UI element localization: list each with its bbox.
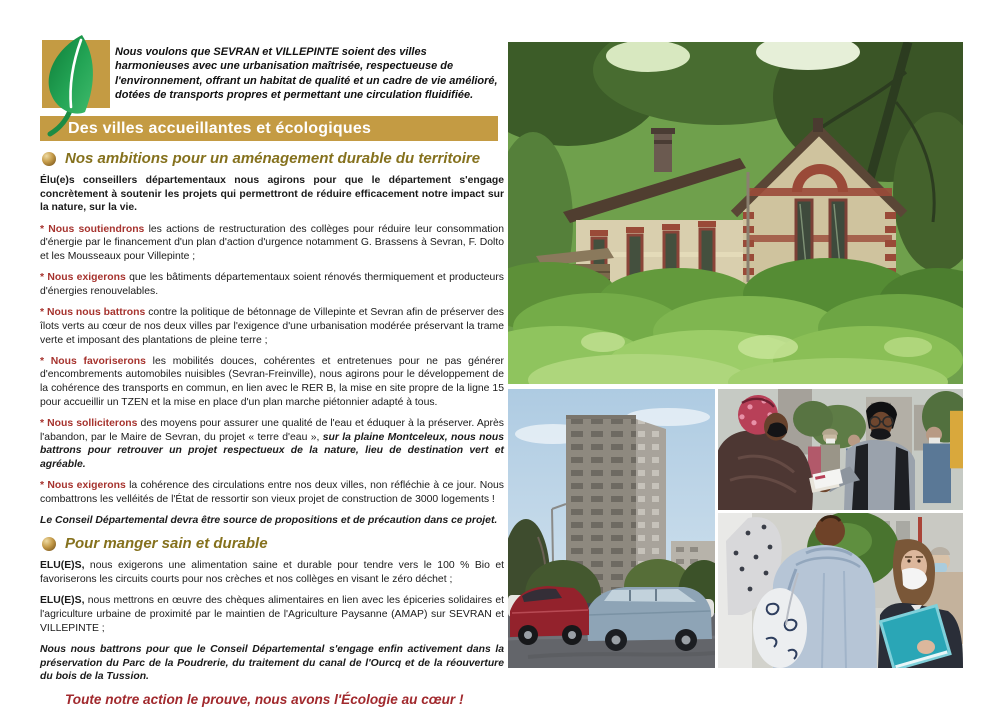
paragraph-text: contre la politique de bétonnage de Villepinte et Sevran afin de préserver des îlots verts au cœur de nos deux villes par l'exigence d'une urbanisation modérée préservant la trame verte et imposant des plantations de pleine terre ;: [40, 307, 504, 346]
paragraph: [40, 643, 504, 684]
paragraph-lead-phrase: * Nous solliciterons: [40, 418, 138, 430]
section-heading: [42, 535, 504, 552]
closing-slogan: Toute notre action le prouve, nous avons l'Écologie au cœur !: [65, 691, 464, 707]
paragraph-text: nous mettrons en œuvre des chèques alimentaires en lien avec les épiceries solidaires et l'agriculture urbaine de proximité par le maintien de l'Agriculture Paysanne (AMAP) sur SEVRAN et VILLEPINTE ;: [40, 595, 504, 634]
gold-sphere-icon: [42, 537, 56, 551]
paragraph-text: que les bâtiments départementaux soient rénovés thermiquement et producteurs d'énergies renouvelables.: [40, 272, 504, 297]
paragraph-text: ELU(E)S,: [40, 560, 85, 572]
section-heading-text: Nos ambitions pour un aménagement durable du territoire: [65, 150, 481, 167]
paragraph-text: nous exigerons une alimentation saine et durable pour tendre vers le 100 % Bio et favoriserons les circuits courts pour nos crèches et nos collèges en visant le zéro déchet ;: [40, 560, 504, 586]
paragraph-lead-phrase: * Nous exigerons: [40, 272, 126, 284]
paragraph-text: les actions de restructuration des collèges pour réduire leur consommation d'énergie par le financement d'un plan d'action d'urgence notamment G. Brassens à Sevran, F. Dolto et les Mousseaux pour Villepinte ;: [40, 223, 504, 263]
paragraph: [40, 355, 504, 410]
left-column: [40, 149, 504, 707]
leaf-icon: [36, 32, 120, 138]
paragraph: [40, 306, 504, 347]
photo-tower: [508, 389, 715, 668]
paragraph-text: la cohérence des circulations entre nos deux villes, non réfléchie à ce jour. Nous combattrons les velléités de l'État de ressortir son vieux projet de construction de 3000 logements !: [40, 480, 504, 506]
photo-house: [508, 42, 963, 384]
paragraph: [40, 174, 504, 215]
section-heading-text: Pour manger sain et durable: [65, 535, 268, 553]
paragraph: [40, 594, 504, 635]
photo-canvassing: [718, 389, 963, 510]
gold-sphere-icon: [42, 152, 56, 166]
paragraph-lead-phrase: * Nous soutiendrons: [40, 223, 145, 235]
photo-discussion: [718, 513, 963, 668]
intro-text: Nous voulons que SEVRAN et VILLEPINTE soient des villes harmonieuses avec une urbanisation maîtrisée, respectueuse de l'environnement, offrant un habitat de qualité et un cadre de vie amélioré, dotées de transports propres et permettant une circulation fluidifiée.: [115, 46, 498, 102]
paragraph-lead-phrase: * Nous favoriserons: [40, 355, 146, 367]
paragraph-text: sur la plaine Montceleux, nous nous battrons pour retrouver un projet respectueux de la nature, lieu de destination vert et agréable.: [40, 431, 505, 471]
paragraph: [40, 514, 504, 528]
paragraph-lead-phrase: * Nous exigerons: [40, 480, 126, 492]
paragraph-text: Nous nous battrons pour que le Conseil Départemental s'engage enfin activement dans la préservation du Parc de la Poudrerie, du traitement du canal de l'Ourcq et de la réouverture du bois de la Tussion.: [40, 643, 504, 683]
sections-host: [40, 150, 504, 684]
paragraph: [40, 223, 504, 264]
paragraph-text: des moyens pour assurer une qualité de l'eau et éduquer à la préserver. Après l'abandon, par le Maire de Sevran, du projet « terre d'eau »,: [40, 418, 504, 443]
paragraph-text: les mobilités douces, cohérentes et entretenues pour ne pas générer d'encombrements automobiles nuisibles (Sevran-Freinville), nous agirons pour le développement de la cohérence des transports en commun, en lien avec le RER B, la mise en site propre de la ligne 15 pour accueillir un TZEN et la mise en place d'un plan marche piétonnier adapté à tous.: [40, 355, 504, 408]
paragraph-text: Élu(e)s conseillers départementaux nous agirons pour que le département s'engage concrètement à soutenir les projets qui permettront de réduire efficacement notre impact sur la nature, sur la vie.: [40, 175, 504, 214]
paragraph-text: ELU(E)S,: [40, 595, 85, 607]
paragraph: [40, 417, 504, 472]
paragraph: [40, 559, 504, 586]
campaign-logo: [36, 32, 120, 138]
paragraph-lead-phrase: * Nous nous battrons: [40, 307, 146, 319]
paragraph: [40, 479, 504, 506]
section-heading: [42, 150, 504, 167]
paragraph-text: Le Conseil Départemental devra être source de propositions et de précaution dans ce projet.: [40, 515, 498, 527]
paragraph: [40, 271, 504, 298]
section-banner: Des villes accueillantes et écologiques: [40, 116, 498, 141]
